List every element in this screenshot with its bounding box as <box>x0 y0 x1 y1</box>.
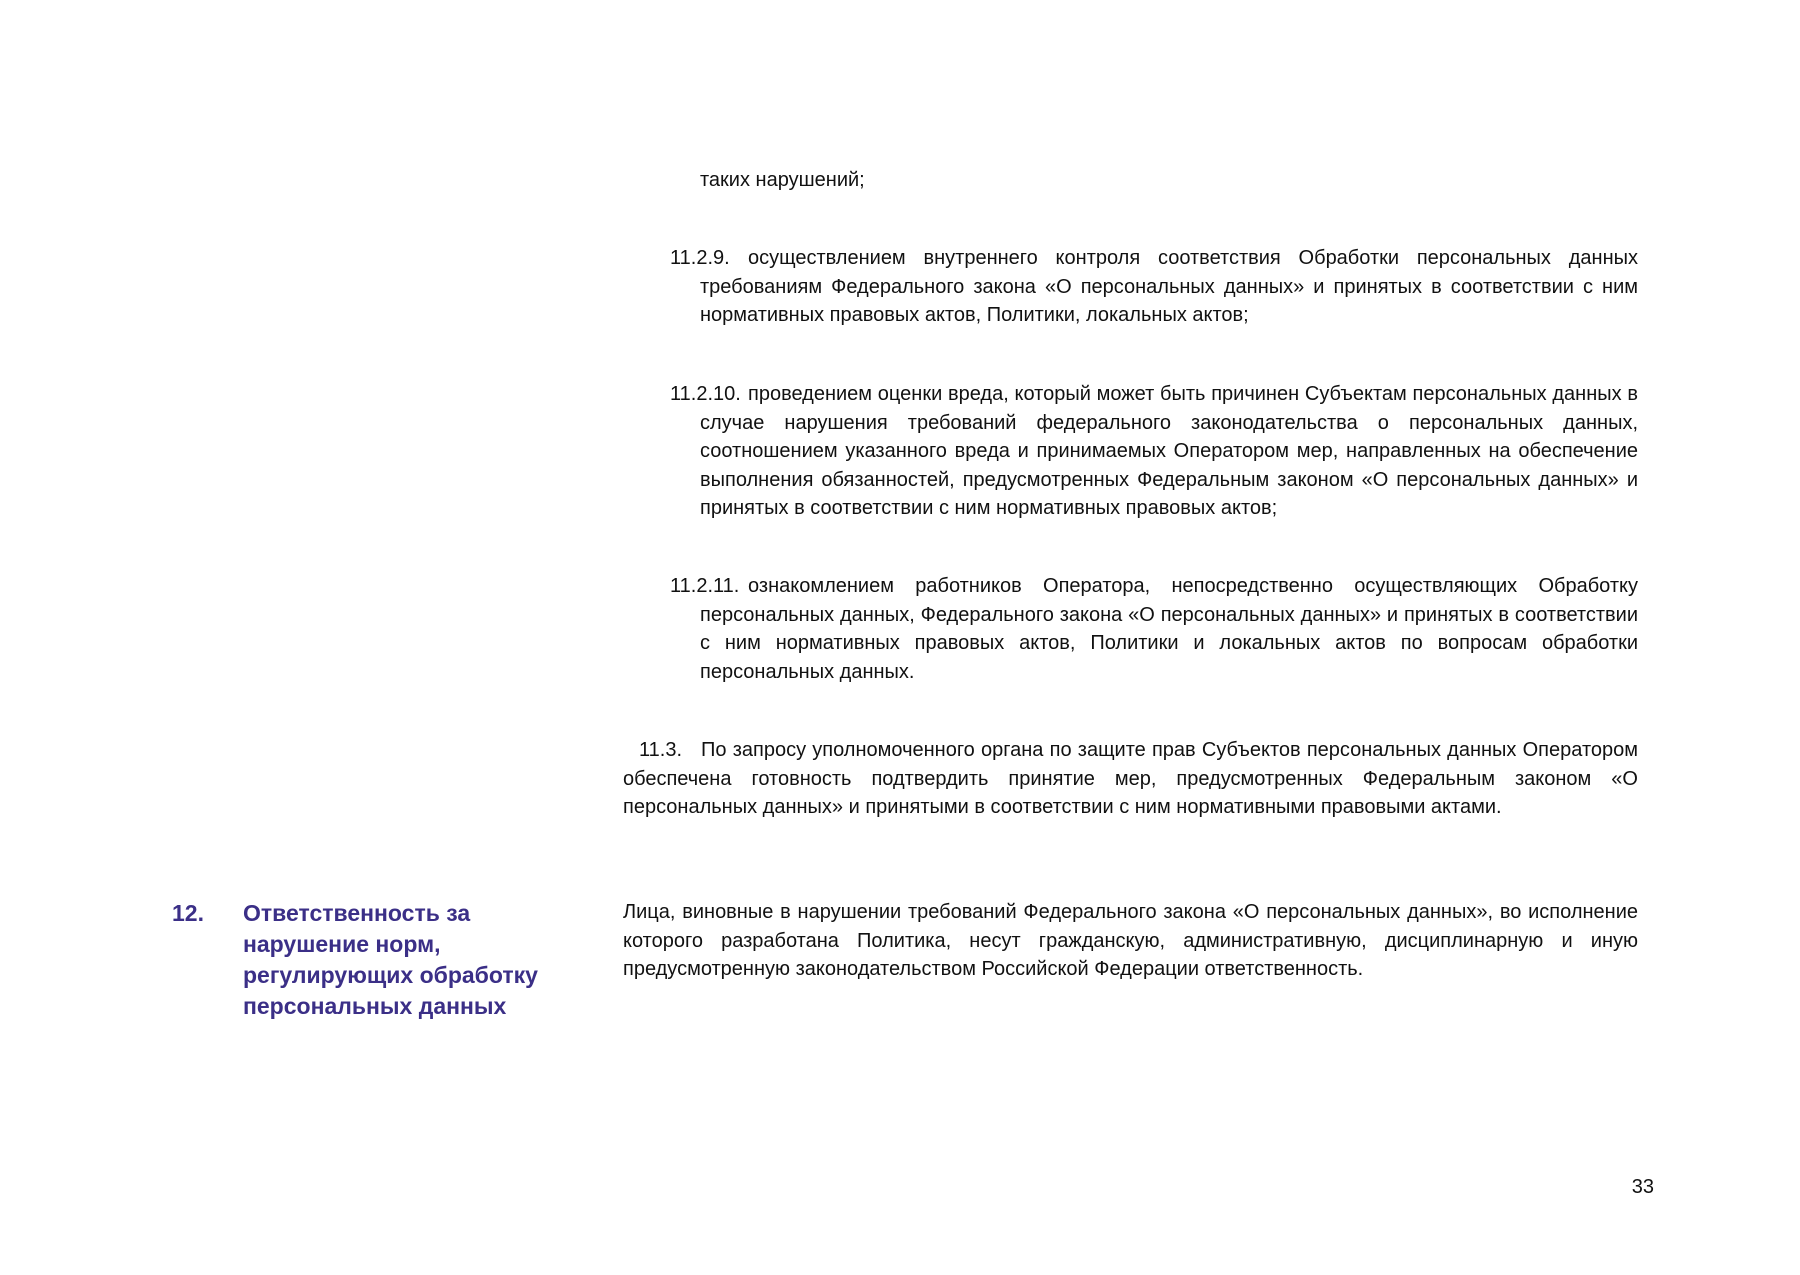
clause-11-3 <box>623 736 1638 822</box>
item-number: 11.2.10. <box>670 383 741 405</box>
list-item-11-2-10 <box>670 380 1638 523</box>
list-item-11-2-11 <box>670 572 1638 686</box>
page-number: 33 <box>1631 1176 1654 1198</box>
clause-number: 11.3. <box>639 739 682 761</box>
item-text: ознакомлением работников Оператора, непосредственно осуществляющих Обработку персональных данных, Федерального закона «О персональных данных» и принятых в соответствии с ним нормативных правовых актов, Политики и локальных актов по вопросам обработки персональных данных. <box>700 575 1638 683</box>
list-item-11-2-9 <box>670 244 1638 330</box>
item-number: 11.2.9. <box>670 247 730 269</box>
item-text: проведением оценки вреда, который может быть причинен Субъектам персональных данных в случае нарушения требований федерального законодательства о персональных данных, соотношением указанного вреда и принимаемых Оператором мер, направленных на обеспечение выполнения обязанностей, предусмотренных Федеральным законом «О персональных данных» и принятых в соответствии с ним нормативных правовых актов; <box>700 383 1638 519</box>
item-number: 11.2.11. <box>670 575 740 597</box>
section-title: Ответственность за нарушение норм, регулирующих обработку персональных данных <box>243 900 538 1019</box>
clause-text: По запросу уполномоченного органа по защите прав Субъектов персональных данных Оператором обеспечена готовность подтвердить принятие мер, предусмотренных Федеральным законом «О персональных данных» и принятыми в соответствии с ним нормативными правовыми актами. <box>623 739 1638 818</box>
item-text: осуществлением внутреннего контроля соответствия Обработки персональных данных требованиям Федерального закона «О персональных данных» и принятых в соответствии с ним нормативных правовых актов, Политики, локальных актов; <box>700 247 1638 326</box>
section-number: 12. <box>172 900 204 926</box>
lead-fragment: таких нарушений; <box>700 169 865 191</box>
section-text: Лица, виновные в нарушении требований Федерального закона «О персональных данных», во исполнение которого разработана Политика, несут гражданскую, административную, дисциплинарную и иную предусмотренную законодательством Российской Федерации ответственность. <box>623 901 1638 980</box>
